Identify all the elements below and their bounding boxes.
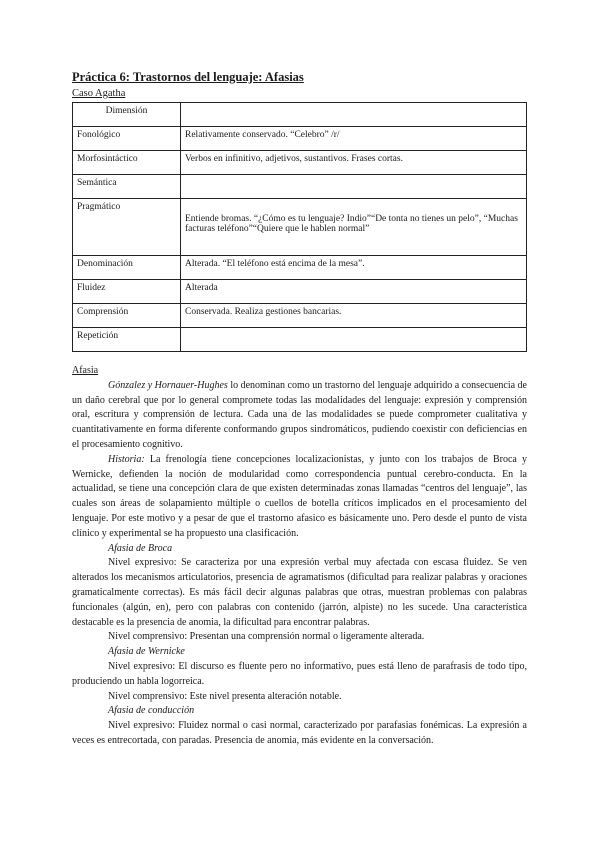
table-row [73, 304, 527, 328]
row-value-cell [181, 199, 527, 256]
row-label: Morfosintáctico [73, 151, 181, 175]
row-value: Conservada. Realiza gestiones bancarias. [181, 304, 527, 328]
wernicke-heading: Afasia de Wernicke [108, 646, 185, 658]
row-label: Semántica [73, 175, 181, 199]
row-value: Entiende bromas. “¿Cómo es tu lenguaje? Indio”“De tonta no tienes un pelo”, “Muchas facturas teléfono”“Quiere que le hablen normal” [185, 214, 518, 234]
table-header-cell: Dimensión [73, 103, 181, 127]
section-heading: Afasia [72, 365, 99, 376]
broca-heading: Afasia de Broca [108, 542, 173, 554]
row-value: Relativamente conservado. “Celebro” /r/ [181, 127, 527, 151]
document-title: Práctica 6: Trastornos del lenguaje: Afasias [72, 70, 304, 84]
conduccion-heading: Afasia de conducción [108, 705, 195, 717]
history-text: La frenología tiene concepciones localizacionistas, y junto con los trabajos de Broca y Wernicke, defienden la noción de modularidad como correspondencia puntual cerebro-conducta. En la actualidad, se tiene una concepción clara de que existen determinadas zonas llamadas “centros del lenguaje”, las cuales son áreas de solapamiento múltiple o cuellos de botella críticos implicados en el procesamiento del lenguaje. Por este motivo y a pesar de que el trastorno afasico es básicamente uno. Pero desde el punto de vista clínico y experimental se ha propuesto una clasificación. [72, 453, 527, 539]
paragraph-definition [72, 379, 527, 453]
table-row [73, 280, 527, 304]
row-label: Repetición [73, 328, 181, 352]
table-header-empty [181, 103, 527, 127]
row-value: Alterada [181, 280, 527, 304]
definition-text: lo denominan como un trastorno del lenguaje adquirido a consecuencia de un daño cerebral que por lo general compromete todas las modalidades del lenguaje: expresión y comprensión oral, escritura y comprensión de lectura. Cada una de las modalidades se puede comprometer cualitativa y cuantitativamente en forma diferente conformando grupos sindromáticos, pudiendo coexistir con deficiencias en el procesamiento cognitivo. [72, 379, 527, 450]
table-row [73, 151, 527, 175]
wernicke-expresivo: Nivel expresivo: El discurso es fluente pero no informativo, pues está lleno de parafrasis de todo tipo, produciendo un habla logorreica. [72, 660, 527, 687]
table-row [73, 175, 527, 199]
row-value: Alterada. “El teléfono está encima de la mesa”. [181, 256, 527, 280]
table-row [73, 127, 527, 151]
wernicke-comprensivo: Nivel comprensivo: Este nivel presenta alteración notable. [108, 690, 342, 702]
table-header-row [73, 103, 527, 127]
table-row [73, 199, 527, 256]
afasia-section [72, 364, 527, 749]
broca-expresivo: Nivel expresivo: Se caracteriza por una expresión verbal muy afectada con escasa fluidez. Se ven alterados los mecanismos articulatorios, presencia de agramatismos (dificultad para realizar palabras y oraciones gramaticalmente correctas). Es más fácil decir algunas palabras que otras, muestran problemas con palabras funcionales (algún, en), pero con palabras con contenido (jarrón, alpiste) no les sucede. Una característica destacable es la presencia de anomia, la dificultad para encontrar palabras. [72, 557, 527, 628]
history-label: Historia: [108, 453, 145, 465]
broca-comprensivo: Nivel comprensivo: Presentan una comprensión normal o ligeramente alterada. [108, 631, 425, 643]
table-row [73, 256, 527, 280]
dimension-table [72, 102, 527, 352]
paragraph-history [72, 453, 527, 542]
row-label: Denominación [73, 256, 181, 280]
document-page [72, 70, 527, 749]
row-label: Fonológico [73, 127, 181, 151]
row-value [181, 175, 527, 199]
row-label: Fluidez [73, 280, 181, 304]
authors-citation: Gónzalez y Hornauer-Hughes [108, 379, 228, 391]
conduccion-expresivo: Nivel expresivo: Fluidez normal o casi normal, caracterizado por parafasias fonémicas. La expresión a veces es entrecortada, con paradas. Presencia de anomia, más evidente en la conversación. [72, 720, 527, 746]
table-row [73, 328, 527, 352]
row-value [181, 328, 527, 352]
row-label: Comprensión [73, 304, 181, 328]
row-label: Pragmático [73, 199, 181, 256]
row-value: Verbos en infinitivo, adjetivos, sustantivos. Frases cortas. [181, 151, 527, 175]
case-subtitle: Caso Agatha [72, 88, 126, 99]
